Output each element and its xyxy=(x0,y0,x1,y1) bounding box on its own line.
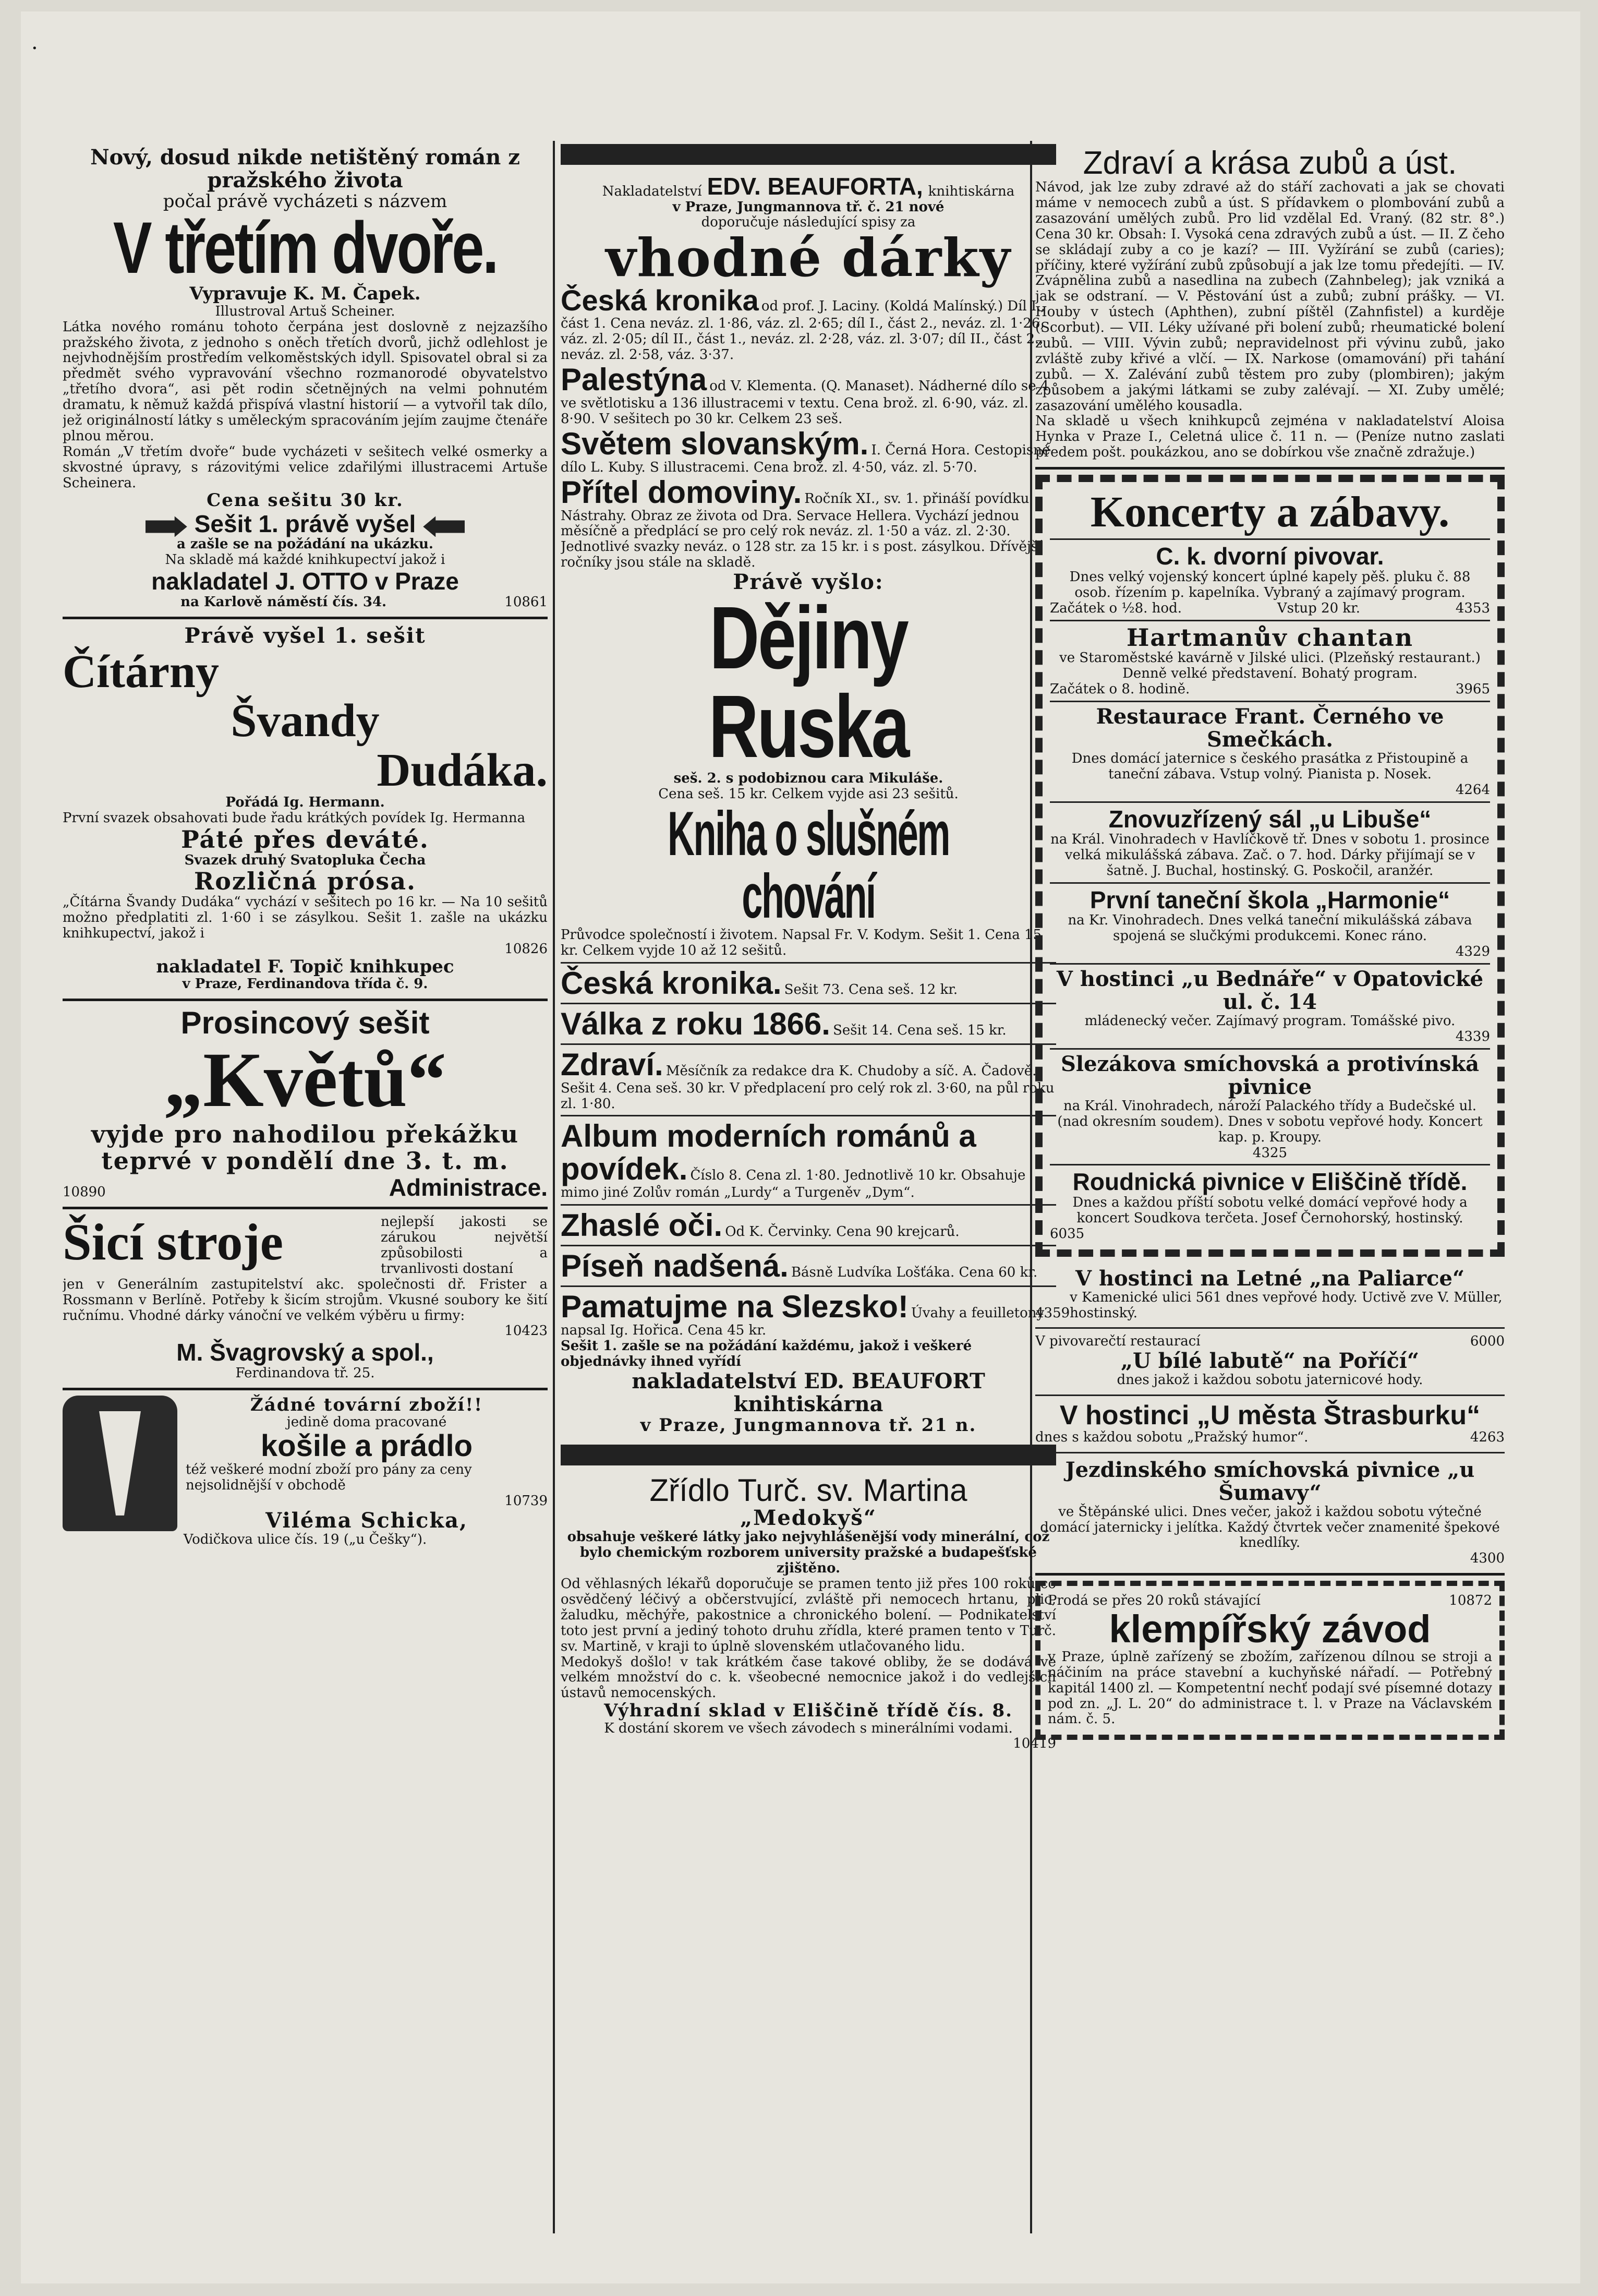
divider xyxy=(1050,701,1490,702)
concert-heading: Slezákova smíchovská a protivínská pivnice xyxy=(1060,1051,1480,1099)
book-item xyxy=(561,476,1056,571)
sewing-body: jen v Generálním zastupitelství akc. společnosti dř. Frister a Rossmann v Berlíně. Potřeby k šicím strojům. Vkusné soubory ke šití ručnímu. Vhodné dárky vánoční ve velkém výběru u firmy: xyxy=(63,1276,548,1324)
divider xyxy=(561,1204,1056,1206)
book-title: Palestýna xyxy=(561,362,707,397)
concert-item xyxy=(1050,806,1490,879)
ad-number: 10826 xyxy=(504,941,548,957)
concert-start: Začátek o 8. hodině. xyxy=(1050,681,1190,697)
zridlo-body-1: obsahuje veškeré látky jako nejvyhlášenější vody minerální, což bylo chemickým rozborem university pražské a budapešťské zjištěno. xyxy=(567,1529,1050,1577)
citarny-title-2: Švandy xyxy=(231,695,380,747)
beaufort-publisher-2: nakladatelství ED. BEAUFORT knihtiskárna xyxy=(632,1368,985,1416)
concert-heading: Hartmanův chantan xyxy=(1126,623,1414,652)
ruska-price: Cena seš. 15 kr. Celkem vyjde asi 23 sešitů. xyxy=(658,786,959,802)
concert-text: Dnes a každou příští sobotu velké domácí vepřové hody a koncert Soudkova terčeta. Josef Černohorský, hostinský. xyxy=(1072,1194,1468,1226)
ad-number: 4339 xyxy=(1455,1028,1490,1044)
ad-number: 4263 xyxy=(1470,1429,1505,1445)
concert-item xyxy=(1050,705,1490,798)
zridlo-ad xyxy=(561,1469,1056,1758)
novel-body: Látka nového románu tohoto čerpána jest doslovně z nejzazšího pražského života, z jednoho s oněch třetích dvorů, jichž odlehlost je nejvhodnějším prostředím velkoměstských idyll. Spisovatel obral si za předmět svého vypravování všechno rozmanorodé obyvatelstvo „třetího dvora“, asi pět rodin sčetnějných na velmi pohnutém dramatu, k němuž každá přispívá vlastní historií — a vytvořil tak dílo, jež originálností látky s uměleckým spracováním jejím zaujme čtenáře plnou měrou. xyxy=(63,319,548,444)
klempir-body: v Praze, úplně zařízený se zbožím, zařízenou dílnou se stroji a náčiním na práce stavební a kuchyňské nářadí. — Potřebný kapitál 1400 zl. — Kompetentní nechť podají své písemné dotazy pod zn. „J. L. 20“ do administrace t. l. v Praze na Václavském nám. č. 5. xyxy=(1048,1649,1492,1727)
book-item xyxy=(561,1249,1056,1282)
teeth-ad xyxy=(1035,141,1505,470)
concert-text: Dnes velký vojenský koncert úplné kapely pěš. pluku č. 88 osob. řízením p. kapelníka. Vybraný a zajímavý program. xyxy=(1069,569,1471,600)
novel-address: na Karlově náměstí čís. 34. xyxy=(180,594,387,610)
book-item xyxy=(561,363,1056,427)
book-title: Česká kronika. xyxy=(561,965,782,1001)
klempir-pre: Prodá se přes 20 roků stávající xyxy=(1048,1593,1261,1609)
ruska-top: Právě vyšlo: xyxy=(733,570,884,595)
shirts-ad xyxy=(63,1390,548,1554)
ad-number: 10861 xyxy=(504,594,548,610)
beaufort-address-2: v Praze, Jungmannova tř. 21 n. xyxy=(640,1414,977,1436)
novel-send: a zašle se na požádání na ukázku. xyxy=(177,536,433,552)
novel-author: Vypravuje K. M. Čapek. xyxy=(189,283,421,305)
book-item xyxy=(561,1209,1056,1242)
beaufort-ad xyxy=(561,168,1056,1441)
book-list-2 xyxy=(561,962,1056,1339)
novel-publisher: nakladatel J. OTTO v Praze xyxy=(151,568,459,595)
column-right xyxy=(1035,141,1505,2233)
concert-text: Dnes domácí jaternice s českého prasátka z Přistoupině a taneční zábava. Vstup volný. Pianista p. Nosek. xyxy=(1071,750,1469,782)
concert-text: na Kr. Vinohradech. Dnes velká taneční mikulášská zábava spojená se slučkými produkcemi. Konec ráno. xyxy=(1068,912,1472,944)
book-title: Světem slovanským. xyxy=(561,426,869,461)
novel-body-2: Román „V třetím dvoře“ bude vycházeti v sešitech velké osmerky a skvostné úpravy, s rázovitými velice zdařilými illustracemi Artuše Scheinera. xyxy=(63,443,548,491)
ad-number: 4300 xyxy=(1470,1550,1505,1567)
concert-heading: První taneční škola „Harmonie“ xyxy=(1089,886,1450,913)
novel-price: Cena sešitu 30 kr. xyxy=(207,490,404,511)
concert-start: Začátek o ½8. hod. xyxy=(1050,600,1182,616)
book-item xyxy=(561,1290,1056,1339)
concert-text: mládenecký večer. Zajímavý program. Tomášské pivo. xyxy=(1084,1013,1456,1029)
citarny-p1: První svazek obsahovati bude řadu krátkých povídek Ig. Hermanna xyxy=(63,810,526,826)
ad-number: 10872 xyxy=(1449,1593,1492,1609)
shirts-sub: jedině doma pracované xyxy=(286,1414,447,1431)
zridlo-name: „Medokyš“ xyxy=(740,1506,877,1531)
novel-ad xyxy=(63,141,548,619)
sewing-title: Šicí stroje xyxy=(63,1213,284,1271)
concert-item xyxy=(1050,968,1490,1045)
divider xyxy=(1050,963,1490,965)
citarny-publisher: nakladatel F. Topič knihkupec xyxy=(156,956,454,977)
concert-text: ve Staroměstské kavárně v Jilské ulici. (Plzeňský restaurant.) Denně velké představení. Bohatý program. xyxy=(1059,650,1481,682)
concert-heading: Roudnická pivnice v Eliščině třídě. xyxy=(1072,1168,1468,1196)
book-desc: Úvahy a feuilletony napsal Ig. Hořica. Cena 45 kr. xyxy=(561,1305,1045,1339)
concert-item xyxy=(1050,1053,1490,1161)
book-item xyxy=(561,427,1056,476)
ad-number: 4264 xyxy=(1455,782,1490,798)
book-desc: I. Černá Hora. Cestopisné dílo L. Kuby. S illustracemi. Cena brož. zl. 4·50, váz. zl. 5·70. xyxy=(561,442,1050,475)
ornament-bar xyxy=(561,144,1056,165)
misc-pre: V pivovarečtí restaurací xyxy=(1035,1333,1201,1350)
misc-ad xyxy=(1035,1453,1505,1576)
concert-item xyxy=(1050,543,1490,616)
beaufort-address: v Praze, Jungmannova tř. č. 21 nové xyxy=(672,199,945,215)
divider xyxy=(1050,1048,1490,1050)
novel-stock: Na skladě má každé knihkupectví jakož i xyxy=(165,552,445,568)
divider xyxy=(561,1245,1056,1246)
shirts-title: košile a prádlo xyxy=(260,1429,473,1463)
book-desc: Básně Ludvíka Lošťáka. Cena 60 kr. xyxy=(791,1265,1038,1281)
sewing-machines-ad xyxy=(63,1209,548,1390)
shirts-body: též veškeré modní zboží pro pány za ceny nejsolidnější v obchodě xyxy=(186,1461,472,1493)
citarny-top: Právě vyšel 1. sešit xyxy=(184,623,426,648)
shirts-firm: Viléma Schicka, xyxy=(265,1508,468,1533)
book-title: Album moderních románů a povídek. xyxy=(561,1119,976,1187)
kvetu-sign: Administrace. xyxy=(389,1173,548,1201)
beaufort-lead: Nakladatelství xyxy=(602,183,702,199)
klempir-frame xyxy=(1035,1581,1505,1740)
misc-heading: V hostinci na Letné „na Paliarce“ xyxy=(1075,1266,1464,1291)
divider xyxy=(561,1115,1056,1116)
citarny-ad xyxy=(63,619,548,1001)
beaufort-gifts: vhodné dárky xyxy=(606,227,1011,289)
ad-number: 6000 xyxy=(1470,1333,1505,1350)
concert-text: na Král. Vinohradech v Havlíčkově tř. Dnes v sobotu 1. prosince velká mikulášská zábava. Zač. o 7. hod. Dárky přijímají se v šatně. J. Buchal, hostinský. G. Poskočil, aranžér. xyxy=(1050,832,1490,879)
book-desc: Sešit 73. Cena seš. 12 kr. xyxy=(784,981,958,997)
citarny-p4: Rozličná prósa. xyxy=(193,867,417,896)
novel-sub: počal právě vycházeti s názvem xyxy=(163,191,447,212)
concert-item xyxy=(1050,624,1490,698)
book-title: Zhaslé oči. xyxy=(561,1208,723,1243)
book-title: Zdraví. xyxy=(561,1047,663,1082)
citarny-p2: Páté přes deváté. xyxy=(181,825,429,854)
concert-heading: Znovuzřízený sál „u Libuše“ xyxy=(1108,805,1432,833)
sewing-firm: M. Švagrovský a spol., xyxy=(176,1339,434,1366)
ad-number: 6035 xyxy=(1050,1225,1085,1242)
misc-text: dnes jakož i každou sobotu jaternicové hody. xyxy=(1117,1372,1423,1388)
citarny-editor: Pořádá Ig. Hermann. xyxy=(225,795,385,811)
novel-illustrator: Illustroval Artuš Scheiner. xyxy=(215,303,395,319)
ad-number: 10890 xyxy=(63,1184,106,1200)
book-title: Pamatujme na Slezsko! xyxy=(561,1289,909,1325)
misc-heading: V hostinci „U města Štrasburku“ xyxy=(1059,1400,1481,1431)
misc-heading: Jezdinského smíchovská pivnice „u Šumavy“ xyxy=(1065,1457,1475,1505)
sewing-address: Ferdinandova tř. 25. xyxy=(235,1365,375,1381)
shirts-top: Žádné tovární zboží!! xyxy=(250,1394,483,1415)
book-desc: Sešit 14. Cena seš. 15 kr. xyxy=(833,1022,1007,1038)
ad-number: 10739 xyxy=(504,1493,548,1509)
misc-ad xyxy=(1035,1262,1505,1329)
divider xyxy=(561,1285,1056,1287)
teeth-title: Zdraví a krása zubů a úst. xyxy=(1083,145,1457,181)
book-item xyxy=(561,1007,1056,1040)
misc-heading: „U bílé labutě“ na Poříčí“ xyxy=(1120,1349,1419,1374)
citarny-title-1: Čítárny xyxy=(63,645,219,698)
concerts-frame xyxy=(1035,475,1505,1257)
book-title: Česká kronika xyxy=(561,284,759,317)
misc-text: ve Štěpánské ulici. Dnes večer, jakož i každou sobotu výtečné domácí jaternicky i jelítka. Každý čtvrtek večer znamenité špekové knedlíky. xyxy=(1040,1504,1500,1551)
novel-title: V třetím dvoře. xyxy=(113,207,498,289)
ornament-bar xyxy=(561,1445,1056,1465)
ad-number: 10423 xyxy=(504,1323,548,1339)
zridlo-title: Zřídlo Turč. sv. Martina xyxy=(649,1473,967,1508)
misc-text: dnes s každou sobotu „Pražský humor“. xyxy=(1035,1429,1309,1445)
column-middle xyxy=(561,141,1056,2233)
book-desc: od prof. J. Laciny. (Koldá Malínský.) Díl I., část 1. Cena neváz. zl. 1·86, váz. zl. 2·65; díl I., část 2., neváz. zl. 1·26, váz. zl. 2·05; díl II., část 1., neváz. zl. 2·28, váz. zl. 3·07; díl II., část 2., neváz. zl. 2·58, váz. 3·37. xyxy=(561,298,1045,363)
book-desc: Číslo 8. Cena zl. 1·80. Jednotlivě 10 kr. Obsahuje mimo jiné Zolův román „Lurdy“ a Turgeněv „Dym“. xyxy=(561,1168,1026,1201)
shirt-illustration xyxy=(63,1396,177,1531)
concert-heading: Restaurace Frant. Černého ve Smečkách. xyxy=(1096,704,1444,752)
klempir-title: klempířský závod xyxy=(1109,1607,1431,1651)
divider xyxy=(1050,1164,1490,1165)
divider xyxy=(1050,801,1490,803)
concert-entry: Vstup 20 kr. xyxy=(1277,600,1360,616)
order-note: Sešit 1. zašle se na požádání každému, jakož i veškeré objednávky ihned vyřídí xyxy=(561,1338,972,1370)
column-left xyxy=(63,141,548,2233)
zridlo-body-2: Od věhlasných lékařů doporučuje se pramen tento již přes 100 roků co osvědčený léčivý a občerstvující, zvláště při nemocech hrtanu, plic, žaludku, měchýře, pakostnice a chronického bolení. — Podnikatelství toto jest první a jediný tohoto druhu zřídla, které pramen tento v Turč. sv. Martině, v kraji to úplně slovenském utlačovaného lidu. xyxy=(561,1576,1056,1654)
concerts-title: Koncerty a zábavy. xyxy=(1090,488,1450,537)
kvetu-ad xyxy=(63,1001,548,1209)
book-desc: Od K. Červinky. Cena 90 krejcarů. xyxy=(725,1224,960,1240)
divider xyxy=(561,1003,1056,1004)
misc-ad xyxy=(1035,1396,1505,1453)
ad-number: 3965 xyxy=(1455,681,1490,697)
divider xyxy=(1050,620,1490,621)
book-title: Přítel domoviny. xyxy=(561,474,802,510)
citarny-title-3: Dudáka. xyxy=(377,744,548,796)
citarny-p3: Svazek druhý Svatopluka Čecha xyxy=(184,852,426,868)
teeth-body: Návod, jak lze zuby zdravé až do stáří zachovati a jak se chovati máme v nemocech zubů a úst. S přídavkem o plombování zubů a zasazování umělých zubů. Pro lid vzdělal Ed. Vraný. (82 str. 8°.) Cena 30 kr. Obsah: I. Vysoká cena zdravých zubů a úst. — II. Z čeho se skládají zuby a co je kazí? — III. Vyžírání se zubů (caries); příčiny, které vyžírání zubů způsobují a jak lze tomu předejíti. — IV. Zvápnělina zubů a nasedlina na zubech (Zahnbeleg); jak vzniká a jak se odstraní. — V. Pěstování úst a zubů; zubní prášky. — VI. Houby v ústech (Aphthen), zubní píštěl (Zahnfistel) a kurděje (Scorbut). — VII. Léky užívané při bolení zubů; rheumatické bolení zubů. — VIII. Vývin zubů; nepravidelnost při vývinu zubů, jako zvláště zuby křivé a vlčí. — IX. Narkose (omamování) při tahání zubů. — X. Zalévání zubů těstem pro zuby (plombiren); jakým způsobem a jakými látkami se zuby zalévají. — XI. Zuby umělé; zasazování umělého kousadla. xyxy=(1035,179,1505,414)
zridlo-store: Výhradní sklad v Eliščině třídě čís. 8. xyxy=(604,1700,1013,1722)
ad-number: 4359 xyxy=(1035,1305,1070,1321)
novel-out: Sešit 1. právě vyšel xyxy=(194,510,416,537)
concert-item xyxy=(1050,887,1490,960)
divider xyxy=(561,1043,1056,1045)
kniha-desc: Průvodce společností i životem. Napsal Fr. V. Kodym. Sešit 1. Cena 15 kr. Celkem vyjde 10 až 12 sešitů. xyxy=(561,927,1042,958)
divider xyxy=(1050,538,1490,540)
ruska-title: Dějiny Ruska xyxy=(708,588,909,777)
book-desc: od V. Klementa. (Q. Manaset). Nádherné dílo se 4 ve světlotisku a 136 illustracemi v textu. Cena brož. zl. 6·90, váz. zl. 8·90. V sešitech po 30 kr. Celkem 23 seš. xyxy=(561,378,1049,427)
novel-headline: Nový, dosud nikde netištěný román z pražského života xyxy=(90,145,520,193)
book-list xyxy=(561,285,1056,571)
concert-item xyxy=(1050,1169,1490,1242)
sewing-side: nejlepší jakosti se zárukou největší způsobilosti a trvanlivosti dostaní xyxy=(381,1214,548,1277)
divider xyxy=(561,962,1056,964)
concert-text: na Král. Vinohradech, nároží Palackého třídy a Budečské ul. (nad okresním soudem). Dnes v sobotu vepřové hody. Koncert kap. p. Kroupy. xyxy=(1057,1098,1483,1145)
ad-number: 4329 xyxy=(1455,944,1490,960)
book-item xyxy=(561,967,1056,1000)
kvetu-notice: vyjde pro nahodilou překážku teprvé v pondělí dne 3. t. m. xyxy=(91,1120,519,1175)
misc-text: v Kamenické ulici 561 dnes vepřové hody. Uctivě zve V. Müller, hostinský. xyxy=(1070,1289,1503,1321)
book-desc: Měsíčník za redakce dra K. Chudoby a síč. A. Čadově. Sešit 4. Cena seš. 30 kr. V předplacení pro celý rok zl. 3·60, na půl roku zl. 1·80. xyxy=(561,1063,1055,1112)
book-desc: Ročník XI., sv. 1. přináší povídku Nástrahy. Obraz ze života od Dra. Servace Hellera. Vychází jednou měsíčně a předplácí se pro celý rok neváz. zl. 1·50 a váz. zl. 2·30. Jednotlivé svazky neváz. o 128 str. za 15 kr. i s post. zásylkou. Dřívější ročníky jsou stále na skladě. xyxy=(561,490,1043,571)
kvetu-title: „Květů“ xyxy=(164,1036,446,1123)
book-item xyxy=(561,1120,1056,1201)
citarny-address: v Praze, Ferdinandova třída č. 9. xyxy=(182,976,428,992)
column-rule xyxy=(553,141,555,2233)
ad-number: 4325 xyxy=(1252,1145,1288,1161)
citarny-p5: „Čítárna Švandy Dudáka“ vychází v sešitech po 16 kr. — Na 10 sešitů možno předplatiti zl. 1·60 i se zásylkou. Sešit 1. zašle na ukázku knihkupectví, jakož i xyxy=(63,894,548,941)
ad-number: 4353 xyxy=(1455,600,1490,616)
zridlo-end: K dostání skorem ve všech závodech s minerálními vodami. xyxy=(604,1720,1013,1736)
shirts-address: Vodičkova ulice čís. 19 („u Češky“). xyxy=(183,1531,427,1547)
book-title: Válka z roku 1866. xyxy=(561,1006,830,1041)
beaufort-rec: doporučuje následující spisy za xyxy=(701,214,916,231)
divider xyxy=(1050,882,1490,884)
zridlo-body-3: Medokyš došlo! v tak krátkém čase takové obliby, že se dodává ve velkém množství do c. k. všeobecné nemocnice jakož i do vedlejších ústavů nemocenských. xyxy=(561,1654,1056,1701)
concert-heading: C. k. dvorní pivovar. xyxy=(1156,543,1384,570)
ad-number: 10419 xyxy=(1013,1736,1056,1752)
book-item xyxy=(561,285,1056,363)
kniha-title: Kniha o slušném chování xyxy=(667,798,950,931)
kvetu-line-1: Prosincový sešit xyxy=(180,1005,430,1040)
book-item xyxy=(561,1048,1056,1112)
pointing-hand-icon xyxy=(423,516,465,537)
concert-heading: V hostinci „u Bednáře“ v Opatovické ul. č. 14 xyxy=(1056,967,1484,1015)
teeth-stock: Na skladě u všech knihkupců zejména v nakladatelství Aloisa Hynka v Praze I., Celetná ulice č. 11 n. — (Peníze nutno zaslati předem pošt. poukázkou, ano se dobírkou vše značně zdražuje.) xyxy=(1035,413,1505,461)
page-mark: · xyxy=(31,37,38,61)
ruska-sub: seš. 2. s podobiznou cara Mikuláše. xyxy=(673,771,943,787)
misc-ad xyxy=(1035,1329,1505,1396)
beaufort-trade: knihtiskárna xyxy=(928,183,1015,199)
beaufort-name: EDV. BEAUFORTA, xyxy=(707,173,923,200)
pointing-hand-icon xyxy=(146,516,187,537)
book-title: Píseň nadšená. xyxy=(561,1248,789,1284)
